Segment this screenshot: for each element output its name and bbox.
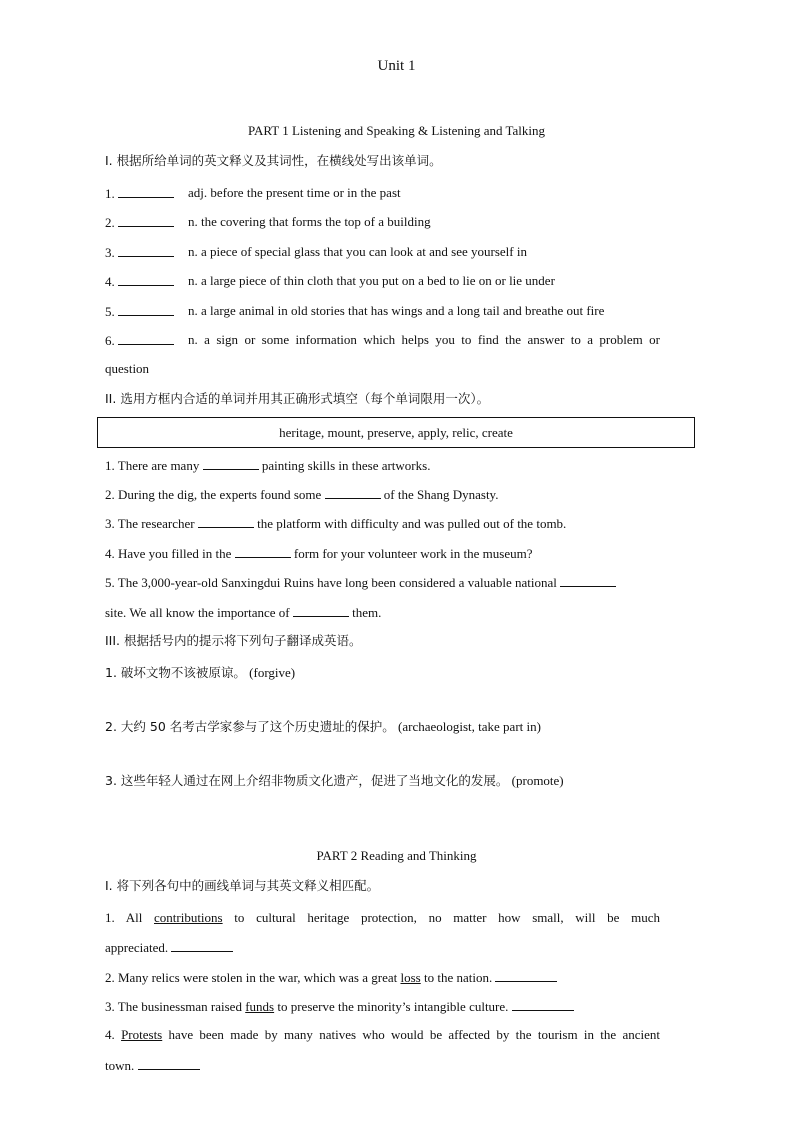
answer-blank[interactable] [171,939,233,952]
fill-item: 4. Have you filled in the form for your volunteer work in the museum? [105,546,533,561]
underlined-word: Protests [121,1027,163,1042]
translation-item: 2. 大约 50 名考古学家参与了这个历史遗址的保护。 (archaeologist, take part in) [105,719,541,734]
answer-blank[interactable] [512,998,574,1011]
answer-blank[interactable] [118,332,174,345]
part1-sec3-instruction: III. 根据括号内的提示将下列句子翻译成英语。 [105,633,362,648]
unit-title: Unit 1 [377,58,416,74]
answer-blank[interactable] [118,214,174,227]
fill-item: 5. The 3,000-year-old Sanxingdui Ruins have long been considered a valuable national [105,574,616,591]
answer-blank[interactable] [138,1057,200,1070]
part2-sec1-instruction: I. 将下列各句中的画线单词与其英文释义相匹配。 [105,878,380,893]
word-bank-box: heritage, mount, preserve, apply, relic, create [97,417,695,448]
vocab-item: 2. n. the covering that forms the top of a building [105,214,431,230]
fill-item: 2. During the dig, the experts found some of the Shang Dynasty. [105,487,499,502]
answer-blank[interactable] [495,969,557,982]
fill-item: 1. There are many painting skills in these artworks. [105,458,431,473]
match-item: 4. Protests have been made by many natives who would be affected by the tourism in the ancient [105,1027,661,1042]
vocab-item: 4. n. a large piece of thin cloth that you put on a bed to lie on or lie under [105,273,555,289]
answer-blank[interactable] [325,486,381,499]
match-item: 1. All contributions to cultural heritage protection, no matter how small, will be much [105,910,660,925]
underlined-word: loss [400,970,421,985]
part1-sec1-instruction: I. 根据所给单词的英文释义及其词性，在横线处写出该单词。 [105,153,442,168]
answer-blank[interactable] [235,545,291,558]
answer-blank[interactable] [118,244,174,257]
match-item-continuation: town. [105,1057,200,1074]
answer-blank[interactable] [118,273,174,286]
answer-blank[interactable] [118,185,174,198]
translation-item: 3. 这些年轻人通过在网上介绍非物质文化遗产，促进了当地文化的发展。 (promote) [105,773,564,788]
part1-sec2-instruction: II. 选用方框内合适的单词并用其正确形式填空（每个单词限用一次）。 [105,391,490,406]
underlined-word: contributions [154,910,223,925]
vocab-item: 3. n. a piece of special glass that you can look at and see yourself in [105,244,527,260]
answer-blank[interactable] [293,604,349,617]
vocab-item: 1. adj. before the present time or in the past [105,185,401,201]
vocab-item: 6. n. a sign or some information which helps you to find the answer to a problem or [105,332,660,348]
answer-blank[interactable] [198,515,254,528]
fill-item-continuation: site. We all know the importance of them. [105,605,382,620]
match-item-continuation: appreciated. [105,939,233,956]
match-item: 3. The businessman raised funds to preserve the minority’s intangible culture. [105,998,574,1015]
part2-title: PART 2 Reading and Thinking [316,848,477,863]
translation-item: 1. 破坏文物不该被原谅。 (forgive) [105,665,296,680]
answer-blank[interactable] [203,457,259,470]
fill-item: 3. The researcher the platform with difficulty and was pulled out of the tomb. [105,516,567,531]
answer-blank[interactable] [118,303,174,316]
underlined-word: funds [245,999,275,1014]
vocab-item: 5. n. a large animal in old stories that has wings and a long tail and breathe out fire [105,303,605,319]
answer-blank[interactable] [560,574,616,587]
match-item: 2. Many relics were stolen in the war, which was a great loss to the nation. [105,969,557,986]
vocab-item-continuation: question [105,361,150,376]
part1-title: PART 1 Listening and Speaking & Listening and Talking [247,123,546,138]
